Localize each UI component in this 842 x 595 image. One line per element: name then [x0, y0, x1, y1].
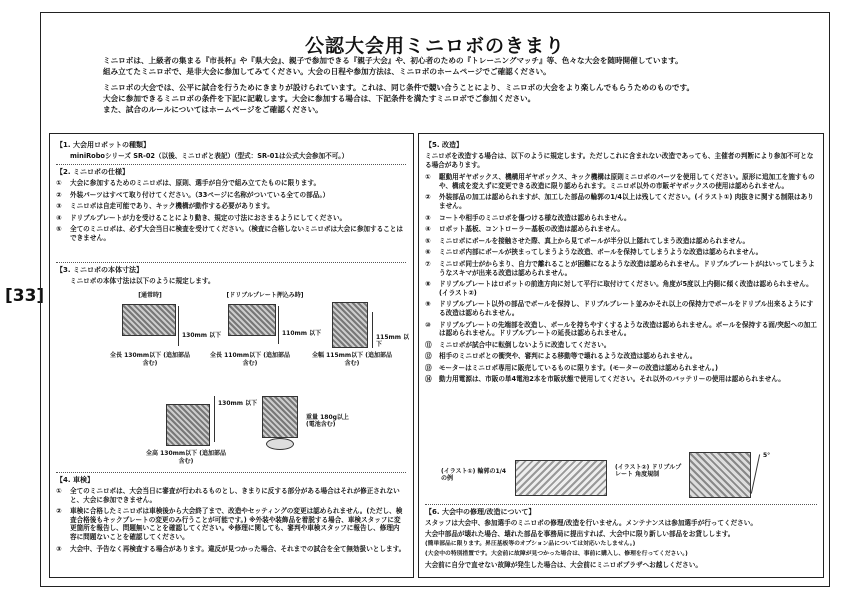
item-number: ⑦ — [425, 259, 431, 268]
section-heading: 【2. ミニロボの仕様】 — [56, 164, 406, 177]
item-number: ⑪ — [425, 340, 432, 349]
item-number: ③ — [56, 202, 62, 211]
robot-drawing-pressed — [228, 304, 276, 336]
repair-line: スタッフは大会中、参加選手のミニロボの修理/改造を行いません。メンテナンスは参加選手が行ってください。 — [425, 519, 757, 527]
item-number: ① — [56, 487, 62, 495]
dimension-value: 130mm 以下 — [182, 332, 222, 339]
section-heading: 【6. 大会中の修理/改造について】 — [425, 504, 817, 517]
modification-item: ドリブルプレートの先端部を改造し、ボールを持ちやすくするような改造は認められません。ボールを保持する面/突起への加工は認められません。ドリブルプレートの延長は認められません。 — [439, 320, 817, 338]
modification-item: ロボット基板、コントローラー基板の改造は認められません。 — [439, 225, 625, 234]
angle-label: 5° — [763, 452, 771, 459]
spec-item: 大会に参加するためのミニロボは、原則、選手が自分で組み立てたものに限ります。 — [70, 179, 321, 187]
weight-value: 重量 180g以上 (電池含む) — [306, 414, 349, 428]
modification-item: 外装部品の加工は認められますが、加工した部品の輪郭の1/4以上は残してください。(イラスト①) 肉抜きに関する制限はありません。 — [439, 193, 814, 210]
spec-item: 外装パーツはすべて取り付けてください。（33ページに名称がついている全ての部品。） — [70, 190, 330, 199]
inspection-item: 車検に合格したミニロボは車検後から大会終了まで、改造やセッティングの変更は認められません。(ただし、検査合格後もキックプレートの変更のみ行うことが可能です。) ※外装や装飾品を着脱する場合、車検スタッフに変更箇所を報告し、問題無いことを確認してください。※修理に関しても、審判や車検スタッフに報告し、修理内容に問題ないことを確認してください。 — [70, 507, 403, 541]
modification-item: モーターはミニロボ専用に販売しているものに限ります。(モーターの改造は認められません。) — [439, 363, 719, 372]
item-number: ② — [56, 190, 62, 199]
robot-drawing-top — [332, 302, 368, 348]
modification-item: 動力用電源は、市販の単4電池2本を市販状態で使用してください。それ以外のバッテリーの使用は認められません。 — [439, 375, 785, 384]
figure-label: [通常時] — [138, 292, 162, 299]
illustration-2-label: (イラスト②) ドリブルプレート 角度規制 — [615, 464, 682, 478]
figure-caption: 全長 110mm以下 (追加部品含む) — [210, 352, 290, 367]
section-heading: 【3. ミニロボの本体寸法】 — [56, 262, 406, 275]
item-number: ⑩ — [425, 320, 431, 329]
intro-line: ミニロボの大会では、公平に試合を行うためにきまりが設けられています。これは、同じ条件で競い合うことにより、ミニロボの大会をより楽しんでもらうためのものです。 — [103, 83, 695, 92]
page-title: 公認大会用ミニロボのきまり — [304, 35, 565, 57]
section-heading: 【4. 車検】 — [56, 472, 406, 485]
figure-caption: 全幅 115mm以下 (追加部品含む) — [312, 352, 392, 367]
page-number: [33] — [5, 286, 45, 306]
section-modification — [425, 138, 817, 387]
item-number: ② — [425, 193, 431, 202]
inspection-item: 大会中、予告なく再検査する場合があります。違反が見つかった場合、それまでの試合を全て無効扱いとします。 — [70, 544, 406, 553]
section-spec — [56, 164, 406, 246]
figure-caption: 全長 130mm以下 (追加部品含む) — [110, 352, 190, 367]
dimension-value: 110mm 以下 — [282, 330, 322, 337]
modification-item: ミニロボにボールを接触させた際、真上から見てボールが半分以上隠れてしまう改造は認められません。 — [439, 236, 750, 245]
repair-line: 大会中部品が壊れた場合、壊れた部品を事務局に提出すれば、大会中に限り新しい部品をお貸しします。 — [425, 529, 735, 538]
modification-item: ミニロボ同士がからまり、自力で離れることが困難になるような改造は認められません。ドリブルプレートがはいってしまうようなスキマが出来る改造は認められません。 — [439, 259, 815, 277]
spec-item: ミニロボは自走可能であり、キック機構が動作する必要があります。 — [70, 202, 274, 211]
modification-item: ミニロボが試合中に転倒しないように改造してください。 — [439, 340, 611, 349]
modification-lead: ミニロボを改造する場合は、以下のように規定します。ただしこれに含まれない改造であっても、主催者の判断により参加不可となる場合があります。 — [425, 152, 814, 169]
item-number: ① — [56, 179, 62, 187]
repair-line: (大会中の特別措置です。大会前に故障が見つかった場合は、事前に購入し、修理を行ってください。) — [425, 550, 688, 557]
robot-drawing-normal — [122, 304, 176, 336]
section-repair — [425, 504, 817, 573]
modification-item: 駆動用ギヤボックス、機構用ギヤボックス、キック機構は原則ミニロボのパーツを使用してください。原形に追加工を施すものや、構成を変えずに変更できる改造に限り認められます。ミニロボ以外の市販ギヤボックスの使用は認められません。 — [439, 173, 815, 190]
item-number: ⑤ — [425, 236, 431, 245]
section-robot-type — [56, 138, 406, 164]
modification-item: ドリブルプレートはロボットの前進方向に対して平行に取付けてください。角度が5度以上内側に傾く改造は認められません。(イラスト②) — [439, 280, 813, 297]
repair-line: 大会前に自分で直せない故障が発生した場合は、大会前にミニロボプラザへお越しください。 — [425, 561, 702, 570]
modification-item: 相手のミニロボとの衝突や、審判による移動等で壊れるような改造は認められません。 — [439, 352, 697, 361]
repair-line: (簡単部品に限ります。昇圧基板等のオプション品については対応いたしません。) — [425, 541, 636, 548]
section-inspection — [56, 472, 406, 556]
modification-item: ミニロボ内部にボールが挟まってしまうような改造、ボールを保持してしまうような改造は認められません。 — [439, 248, 763, 257]
item-number: ⑬ — [425, 363, 432, 372]
item-number: ⑭ — [425, 375, 432, 384]
modification-item: ドリブルプレート以外の部品でボールを保持し、ドリブルプレート並みかそれ以上の保持力でボールをドリブル出来るようにする改造は認められません。 — [439, 300, 814, 317]
robot-type-text: miniRoboシリーズ SR-02（以後、ミニロボと表記）（型式：SR-01は公式大会参加不可。） — [70, 152, 349, 160]
item-number: ⑨ — [425, 300, 431, 309]
item-number: ③ — [56, 544, 62, 553]
robot-drawing-side — [166, 404, 210, 446]
figure-label: [ドリブルプレート押込み時] — [226, 292, 304, 299]
intro-line: 組み立てたミニロボで、是非大会に参加してみてください。大会の日程や参加方法は、ミニロボのホームページでご確認ください。 — [103, 67, 551, 76]
item-number: ④ — [425, 225, 431, 234]
intro-line: ミニロボは、上級者の集まる『市長杯』や『県大会』、親子で参加できる『親子大会』や、初心者のための『トレーニングマッチ』等、色々な大会を随時開催しています。 — [103, 56, 683, 65]
angle-line — [751, 454, 760, 493]
item-number: ⑧ — [425, 280, 431, 289]
right-column — [418, 133, 824, 578]
intro-line: また、試合のルールについてはホームページをご確認ください。 — [103, 105, 323, 114]
item-number: ⑫ — [425, 352, 432, 361]
section-heading: 【5. 改造】 — [425, 141, 463, 149]
spec-item: 全てのミニロボは、必ず大会当日に検査を受けてください。（検査に合格しないミニロボは大会に参加することはできません。 — [70, 225, 403, 242]
inspection-item: 全てのミニロボは、大会当日に審査が行われるものとし、きまりに反する部分がある場合はそれが修正されないと、大会に参加できません。 — [70, 487, 400, 504]
dimensions-text: ミニロボの本体寸法は以下のように規定します。 — [70, 277, 215, 285]
intro — [103, 55, 803, 115]
modification-item: コートや相手のミニロボを傷つける様な改造は認められません。 — [439, 213, 631, 222]
item-number: ② — [56, 507, 62, 516]
intro-line: 大会に参加できるミニロボの条件を下記に記載します。大会に参加する場合は、下記条件を満たすミニロボでご参加ください。 — [103, 94, 536, 103]
spec-item: ドリブルプレートが力を受けることにより動き、規定の寸法におさまるようにしてください。 — [70, 213, 347, 222]
section-dimensions — [56, 262, 406, 289]
illustration-1-label: (イラスト①) 輪郭の1/4の例 — [441, 468, 507, 482]
rules-page — [40, 12, 830, 587]
robot-drawing-scale — [262, 396, 298, 438]
item-number: ④ — [56, 213, 62, 222]
scale-icon — [266, 438, 294, 450]
illustration-1-drawing — [515, 460, 607, 496]
dimension-value: 130mm 以下 — [218, 400, 258, 407]
left-column — [49, 133, 414, 578]
item-number: ⑥ — [425, 248, 431, 257]
item-number: ⑤ — [56, 225, 62, 234]
figure-caption: 全高 130mm以下 (追加部品含む) — [146, 450, 226, 465]
item-number: ③ — [425, 213, 431, 222]
item-number: ① — [425, 173, 431, 182]
dimension-value: 115mm 以下 — [376, 334, 410, 348]
illustration-2-drawing — [689, 452, 751, 498]
section-heading: 【1. 大会用ロボットの種類】 — [56, 141, 150, 149]
